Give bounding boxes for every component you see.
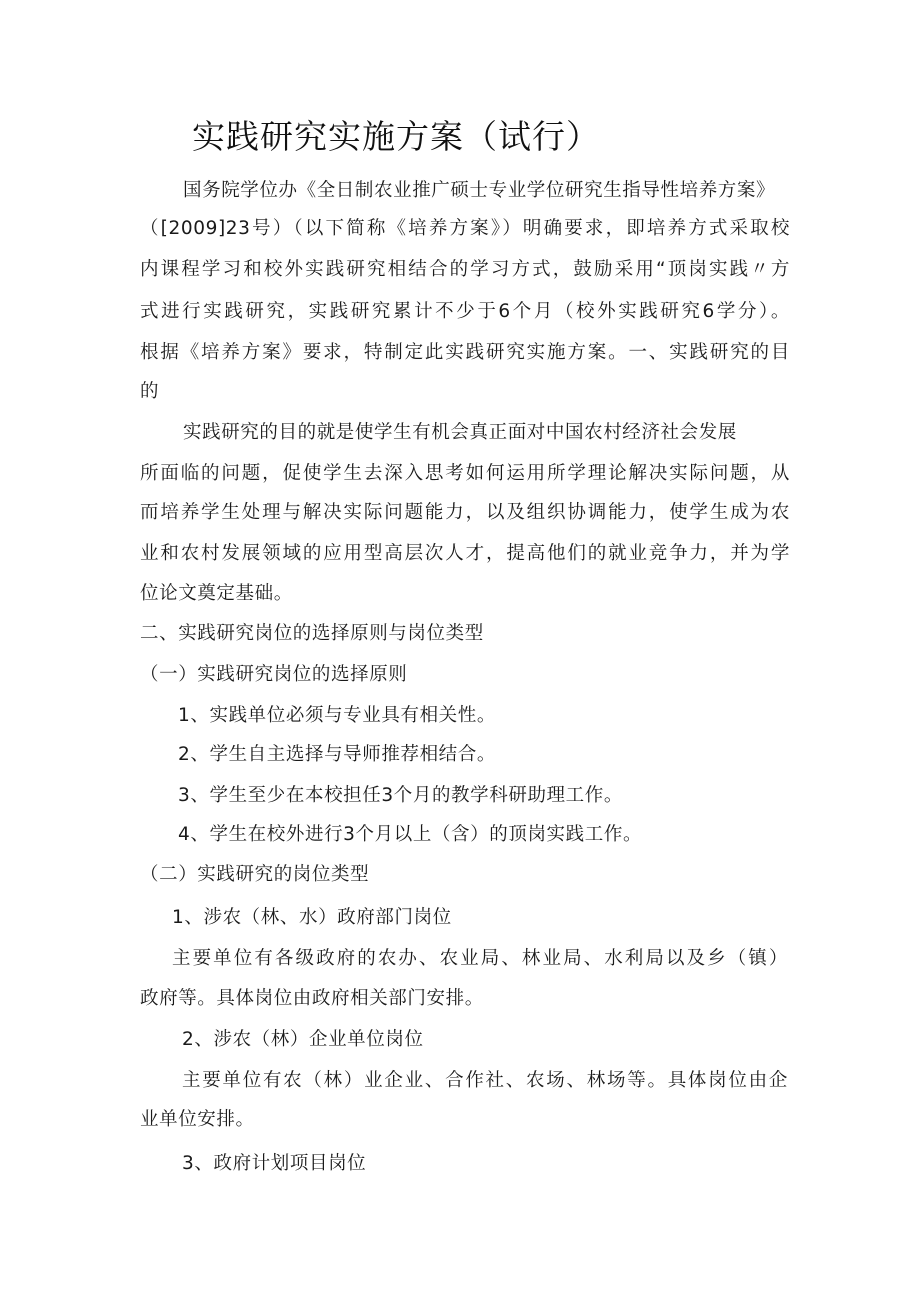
paragraph-line: 所面临的问题，促使学生去深入思考如何运用所学理论解决实际问题，从 <box>140 463 790 484</box>
paragraph-line: 位论文奠定基础。 <box>140 583 293 604</box>
paragraph-line: 内课程学习和校外实践研究相结合的学习方式，鼓励采用“顶岗实践〃方 <box>140 259 790 280</box>
paragraph-line: 政府等。具体岗位由政府相关部门安排。 <box>140 988 484 1009</box>
paragraph-line: 主要单位有农（林）业企业、合作社、农场、林场等。具体岗位由企 <box>182 1070 788 1091</box>
paragraph-line: 而培养学生处理与解决实际问题能力，以及组织协调能力，使学生成为农 <box>140 502 790 523</box>
paragraph-line: 主要单位有各级政府的农办、农业局、林业局、水利局以及乡（镇） <box>172 948 788 969</box>
document-title: 实践研究实施方案（试行） <box>192 117 600 156</box>
subsection-heading: （一）实践研究岗位的选择原则 <box>140 664 408 685</box>
list-item: 2、学生自主选择与导师推荐相结合。 <box>178 744 496 765</box>
paragraph-line: 根据《培养方案》要求，特制定此实践研究实施方案。一、实践研究的目 <box>140 342 790 363</box>
paragraph-line: 国务院学位办《全日制农业推广硕士专业学位研究生指导性培养方案》 <box>183 180 776 201</box>
paragraph-line: 的 <box>140 381 160 402</box>
list-item: 3、政府计划项目岗位 <box>182 1153 367 1174</box>
list-item: 2、涉农（林）企业单位岗位 <box>182 1029 424 1050</box>
paragraph-line: 式进行实践研究，实践研究累计不少于6个月（校外实践研究6学分）。 <box>140 301 790 322</box>
section-heading: 二、实践研究岗位的选择原则与岗位类型 <box>140 623 484 644</box>
paragraph-line: 业单位安排。 <box>140 1109 255 1130</box>
paragraph-line: 实践研究的目的就是使学生有机会真正面对中国农村经济社会发展 <box>183 422 737 443</box>
list-item: 1、涉农（林、水）政府部门岗位 <box>172 907 452 928</box>
paragraph-line: 业和农村发展领域的应用型高层次人才，提高他们的就业竞争力，并为学 <box>140 543 790 564</box>
list-item: 4、学生在校外进行3个月以上（含）的顶岗实践工作。 <box>178 824 643 845</box>
list-item: 3、学生至少在本校担任3个月的教学科研助理工作。 <box>178 785 623 806</box>
subsection-heading: （二）实践研究的岗位类型 <box>140 864 370 885</box>
list-item: 1、实践单位必须与专业具有相关性。 <box>178 705 496 726</box>
paragraph-line: （[2009]23号）（以下简称《培养方案》）明确要求，即培养方式采取校 <box>140 218 790 239</box>
